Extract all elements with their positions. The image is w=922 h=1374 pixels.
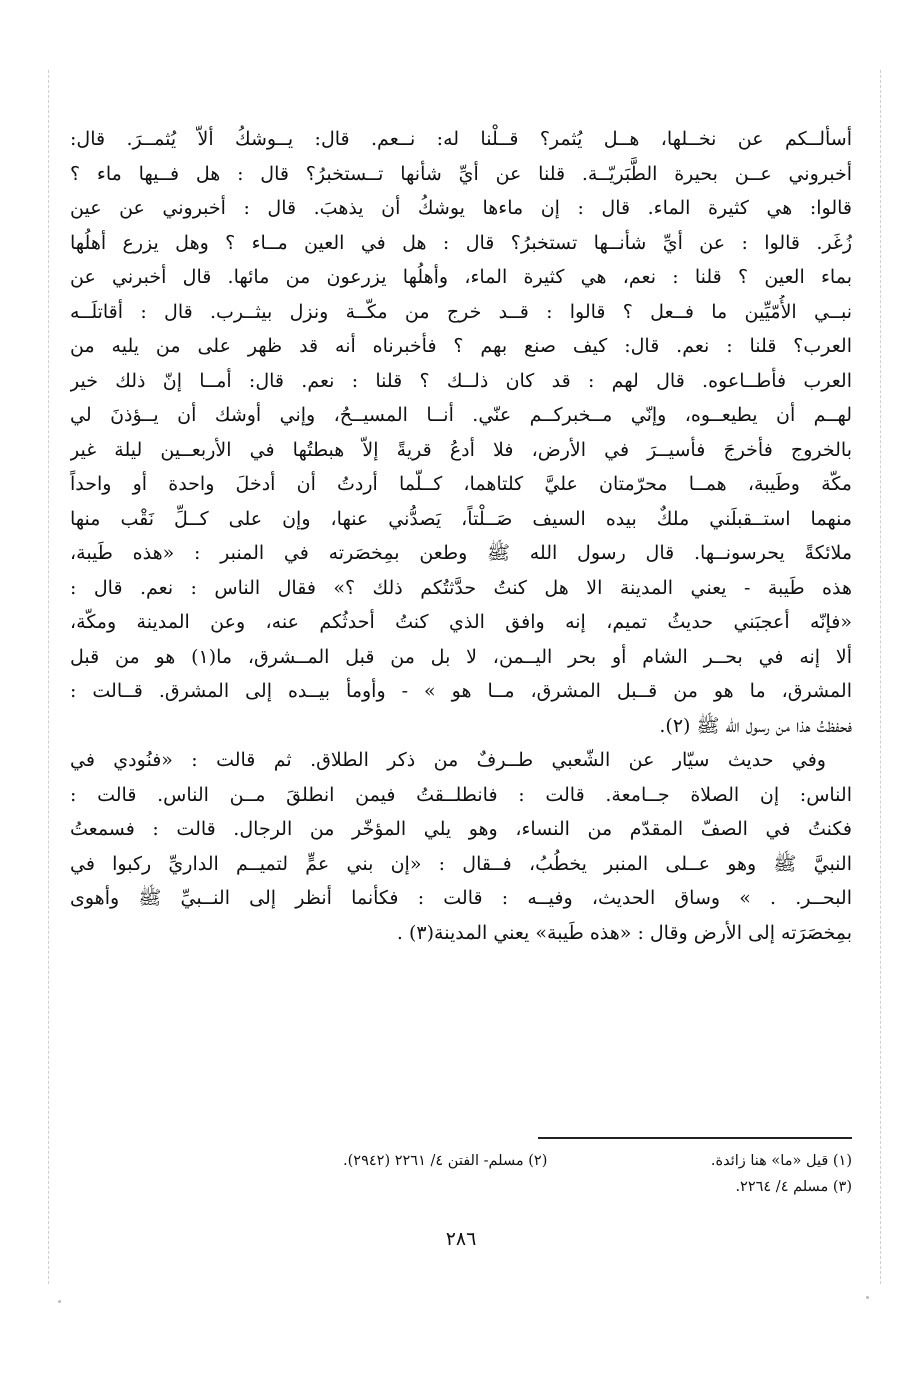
footnote-3: (٣) مسلم ٤/ ٢٢٦٤. [735,1179,852,1195]
scan-speck [58,1300,61,1303]
footnote-separator [538,1137,852,1139]
paragraph-start-line: وفي حديث سيّار عن الشّعبي طــرفٌ من ذكر الطلاق. ثم قالت : «فنُودي في [70,749,826,771]
paragraph-end-line: بمِخصَرَته إلى الأرض وقال : «هذه طَيبة» يعني المدينة(٣) . [396,921,852,944]
body-line: أسألــكم عن نخــلها، هــل يُثمر؟ قــلْنا له: نــعم. قال: يــوشكُ ألاّ يُثمــرَ. قال: [70,128,852,150]
body-line: مكّة وطَيبة، همــا محرّمتان عليَّ كلتاهما، كــلّما أردتُ أن أدخلَ واحدة أو واحداً [70,473,852,495]
footnote-2: (٢) مسلم- الفتن ٤/ ٢٢٦١ (٢٩٤٢). [343,1153,548,1169]
paragraph-end-line: فحفظتُ هذا من رسول الله ﷺ (٢). [659,714,852,737]
body-line: زُغَر. قالوا : عن أيِّ شأنــها تستخبرُ؟ قال : هل في العين مــاء ؟ وهل يزرع أهلُها [70,231,852,254]
body-line: البحــر. . » وساق الحديث، وفيــه : قالت : فكأنما أنظر إلى النــبيِّ ﷺ وأهوى [70,887,852,909]
body-line: بماء العين ؟ قلنا : نعم، هي كثيرة الماء، وأهلُها يزرعون من مائها. قال أخبرني عن [70,266,852,288]
body-line: قالوا: هي كثيرة الماء. قال : إن ماءها يوشكُ أن يذهبَ. قال : أخبروني عن عين [70,197,852,219]
body-line: العرب فأطــاعوه. قال لهم : قد كان ذلــك ؟ قلنا : نعم. قال: أمــا إنّ ذلك خير [70,369,852,392]
body-line: «فإنّه أعجبَني حديثُ تميم، إنه وافق الذي كنتُ أحدثُكم عنه، وعن المدينة ومكّة، [70,611,852,633]
scan-speck [866,1296,869,1299]
footnote-1: (١) قيل «ما» هنا زائدة. [710,1153,852,1169]
body-line: فكنتُ في الصفّ المقدّم من النساء، وهو يلي المؤخّر من الرجال. قالت : فسمعتُ [70,818,852,840]
body-line: الناس: إن الصلاة جــامعة. قالت : فانطلــقتُ فيمن انطلقَ مــن الناس. قالت : [70,783,852,806]
right-margin-guide [880,70,881,1284]
body-line: منهما استــقبلَني ملكٌ بيده السيف صَــلْتاً، يَصدُّني عنها، وإن على كــلِّ نَقْب منها [70,507,852,530]
body-line: العرب؟ قلنا : نعم. قال: كيف صنع بهم ؟ فأخبرناه أنه قد ظهر على من يليه من [70,335,852,357]
footnote-row [70,1148,852,1174]
body-text [70,122,852,950]
body-line: المشرق، ما هو من قــبل المشرق، مــا هو » - وأومأ بيــده إلى المشرق. قــالت : [70,680,852,702]
body-line: نبــي الأُمّيِّين ما فــعل ؟ قالوا : قــد خرج من مكّــة ونزل بيثــرب. قال : أقاتلَــه [70,300,852,323]
body-line: ملائكةً يحرسونــها. قال رسول الله ﷺ وطعن بمِخصَرته في المنبر : «هذه طَيبة، [70,542,852,564]
body-line: هذه طَيبة - يعني المدينة الا هل كنتُ حدَّثتُكم ذلك ؟» فقال الناس : نعم. قال : [70,576,852,599]
page-number: ٢٨٦ [445,1228,477,1250]
footnote-row [70,1174,852,1200]
body-line: أخبروني عــن بحيرة الطَّبَريّــة. قلنا عن أيِّ شأنها تــستخبرُ؟ قال : هل فــيها ماء ؟ [70,162,852,185]
body-line: ألا إنه في بحــر الشام أو بحر اليــمن، لا بل من قبل المــشرق، ما(١) هو من قبل [70,645,852,668]
body-line: بالخروج فأخرجَ فأسيــرَ في الأرض، فلا أدعُ قريةً إلاّ هبطتُها في الأربعــين ليلة غير [70,438,852,461]
body-line: النبيَّ ﷺ وهو عــلى المنبر يخطُبُ، فــقال : «إن بني عمٍّ لتميــم الداريِّ ركبوا في [70,852,852,875]
footnotes [70,1148,852,1200]
left-margin-guide [48,70,49,1284]
body-line: لهــم أن يطيعــوه، وإنّي مــخبركــم عنّي. أنــا المسيــحُ، وإني أوشك أن يــؤذنَ لي [70,404,852,426]
